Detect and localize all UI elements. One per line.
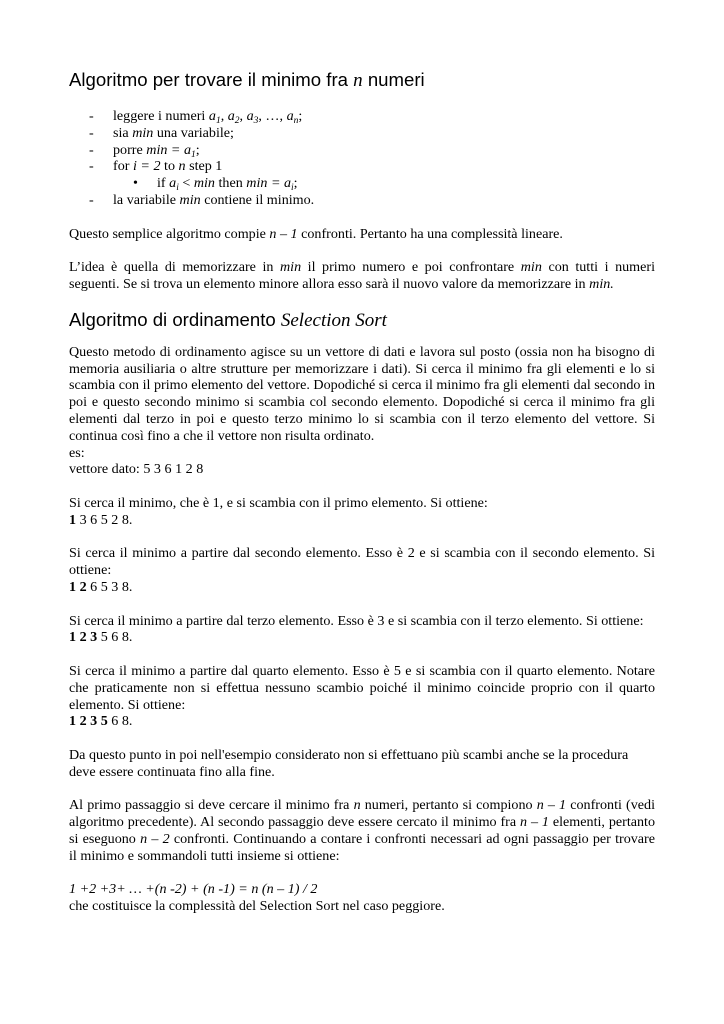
step4-paragraph: Si cerca il minimo a partire dal quarto elemento. Esso è 5 e si scambia con il quarto elemento. Notare che praticamente non si effettua nessuno scambio poiché il minimo coincide proprio con il quarto elemento. Si ottiene: — [69, 662, 655, 713]
given-vector: vettore dato: 5 3 6 1 2 8 — [69, 461, 204, 478]
example-label: es: — [69, 444, 85, 461]
complexity-paragraph: Questo semplice algoritmo compie n – 1 confronti. Pertanto ha una complessità lineare. — [69, 225, 563, 242]
list-item: - leggere i numeri $a_1$, $a_2$, $a_3$, …, $a_n$; — [89, 108, 303, 126]
document-page — [69, 60, 655, 915]
continuation-paragraph: Da questo punto in poi nell'esempio considerato non si effettuano più scambi anche se la procedura deve essere continuata fino alla fine. — [69, 746, 629, 780]
list-item: • if $a_i < \min$ then $\min = a_i$; — [133, 175, 298, 194]
nested-list — [69, 175, 655, 192]
list-item: - la variabile min contiene il minimo. — [89, 191, 315, 208]
conclusion-text: che costituisce la complessità del Selection Sort nel caso peggiore. — [69, 898, 445, 915]
idea-paragraph: L’idea è quella di memorizzare in min il primo numero e poi confrontare min con tutti i numeri seguenti. Se si trova un elemento minore allora esso sarà il nuovo valore da memorizzare in min. — [69, 259, 655, 292]
step1-paragraph: Si cerca il minimo, che è 1, e si scambia con il primo elemento. Si ottiene: — [69, 494, 488, 511]
count-paragraph: Al primo passaggio si deve cercare il minimo fra n numeri, pertanto si compiono n – 1 confronti (vedi algoritmo precedente). Al secondo passaggio deve essere cercato il minimo fra n – 1 elementi, pertanto si eseguono n – 2 confronti. Continuando a contare i confronti necessari ad ogni passaggio per trovare il minimo e sommandoli tutti insieme si ottiene: — [69, 797, 656, 864]
step3-result: 1 2 3 5 6 8. — [69, 629, 133, 646]
step3-paragraph: Si cerca il minimo a partire dal terzo elemento. Esso è 3 e si scambia con il terzo elemento. Si ottiene: — [69, 612, 644, 629]
step1-result: 1 3 6 5 2 8. — [69, 511, 133, 528]
intro-paragraph: Questo metodo di ordinamento agisce su un vettore di dati e lavora sul posto (ossia non ha bisogno di memoria ausiliaria o altre strutture per memorizzare i dati). Si cerca il minimo fra gli elementi e lo si scambia con il primo elemento del vettore. Dopodiché si cerca il minimo fra gli elementi dal secondo in poi e questo secondo minimo si scambia col secondo elemento. Dopodiché si cerca il minimo fra gli elementi dal terzo in poi e questo terzo minimo lo si scambia con il terzo elemento del vettore. Si continua così fino a che il vettore non risulta ordinato. — [69, 343, 655, 444]
step2-paragraph: Si cerca il minimo a partire dal secondo elemento. Esso è 2 e si scambia con il secondo elemento. Si ottiene: — [69, 545, 655, 579]
list-item: - porre $\min = a_1$; — [89, 141, 200, 160]
list-item: - for i = 2 to n step 1 • if $a_i < \min$ then $\min = a_i$; — [69, 158, 655, 192]
algorithm-steps — [69, 108, 655, 209]
section2-title: Algoritmo di ordinamento Selection Sort — [69, 308, 387, 331]
list-item: - sia min una variabile; — [89, 124, 234, 141]
step4-result: 1 2 3 5 6 8. — [69, 713, 133, 730]
section1-title: Algoritmo per trovare il minimo fra n numeri — [69, 69, 425, 91]
sum-formula: 1 +2 +3+ … +(n -2) + (n -1) = n (n – 1) / 2 — [69, 881, 318, 898]
step2-result: 1 2 6 5 3 8. — [69, 578, 133, 595]
